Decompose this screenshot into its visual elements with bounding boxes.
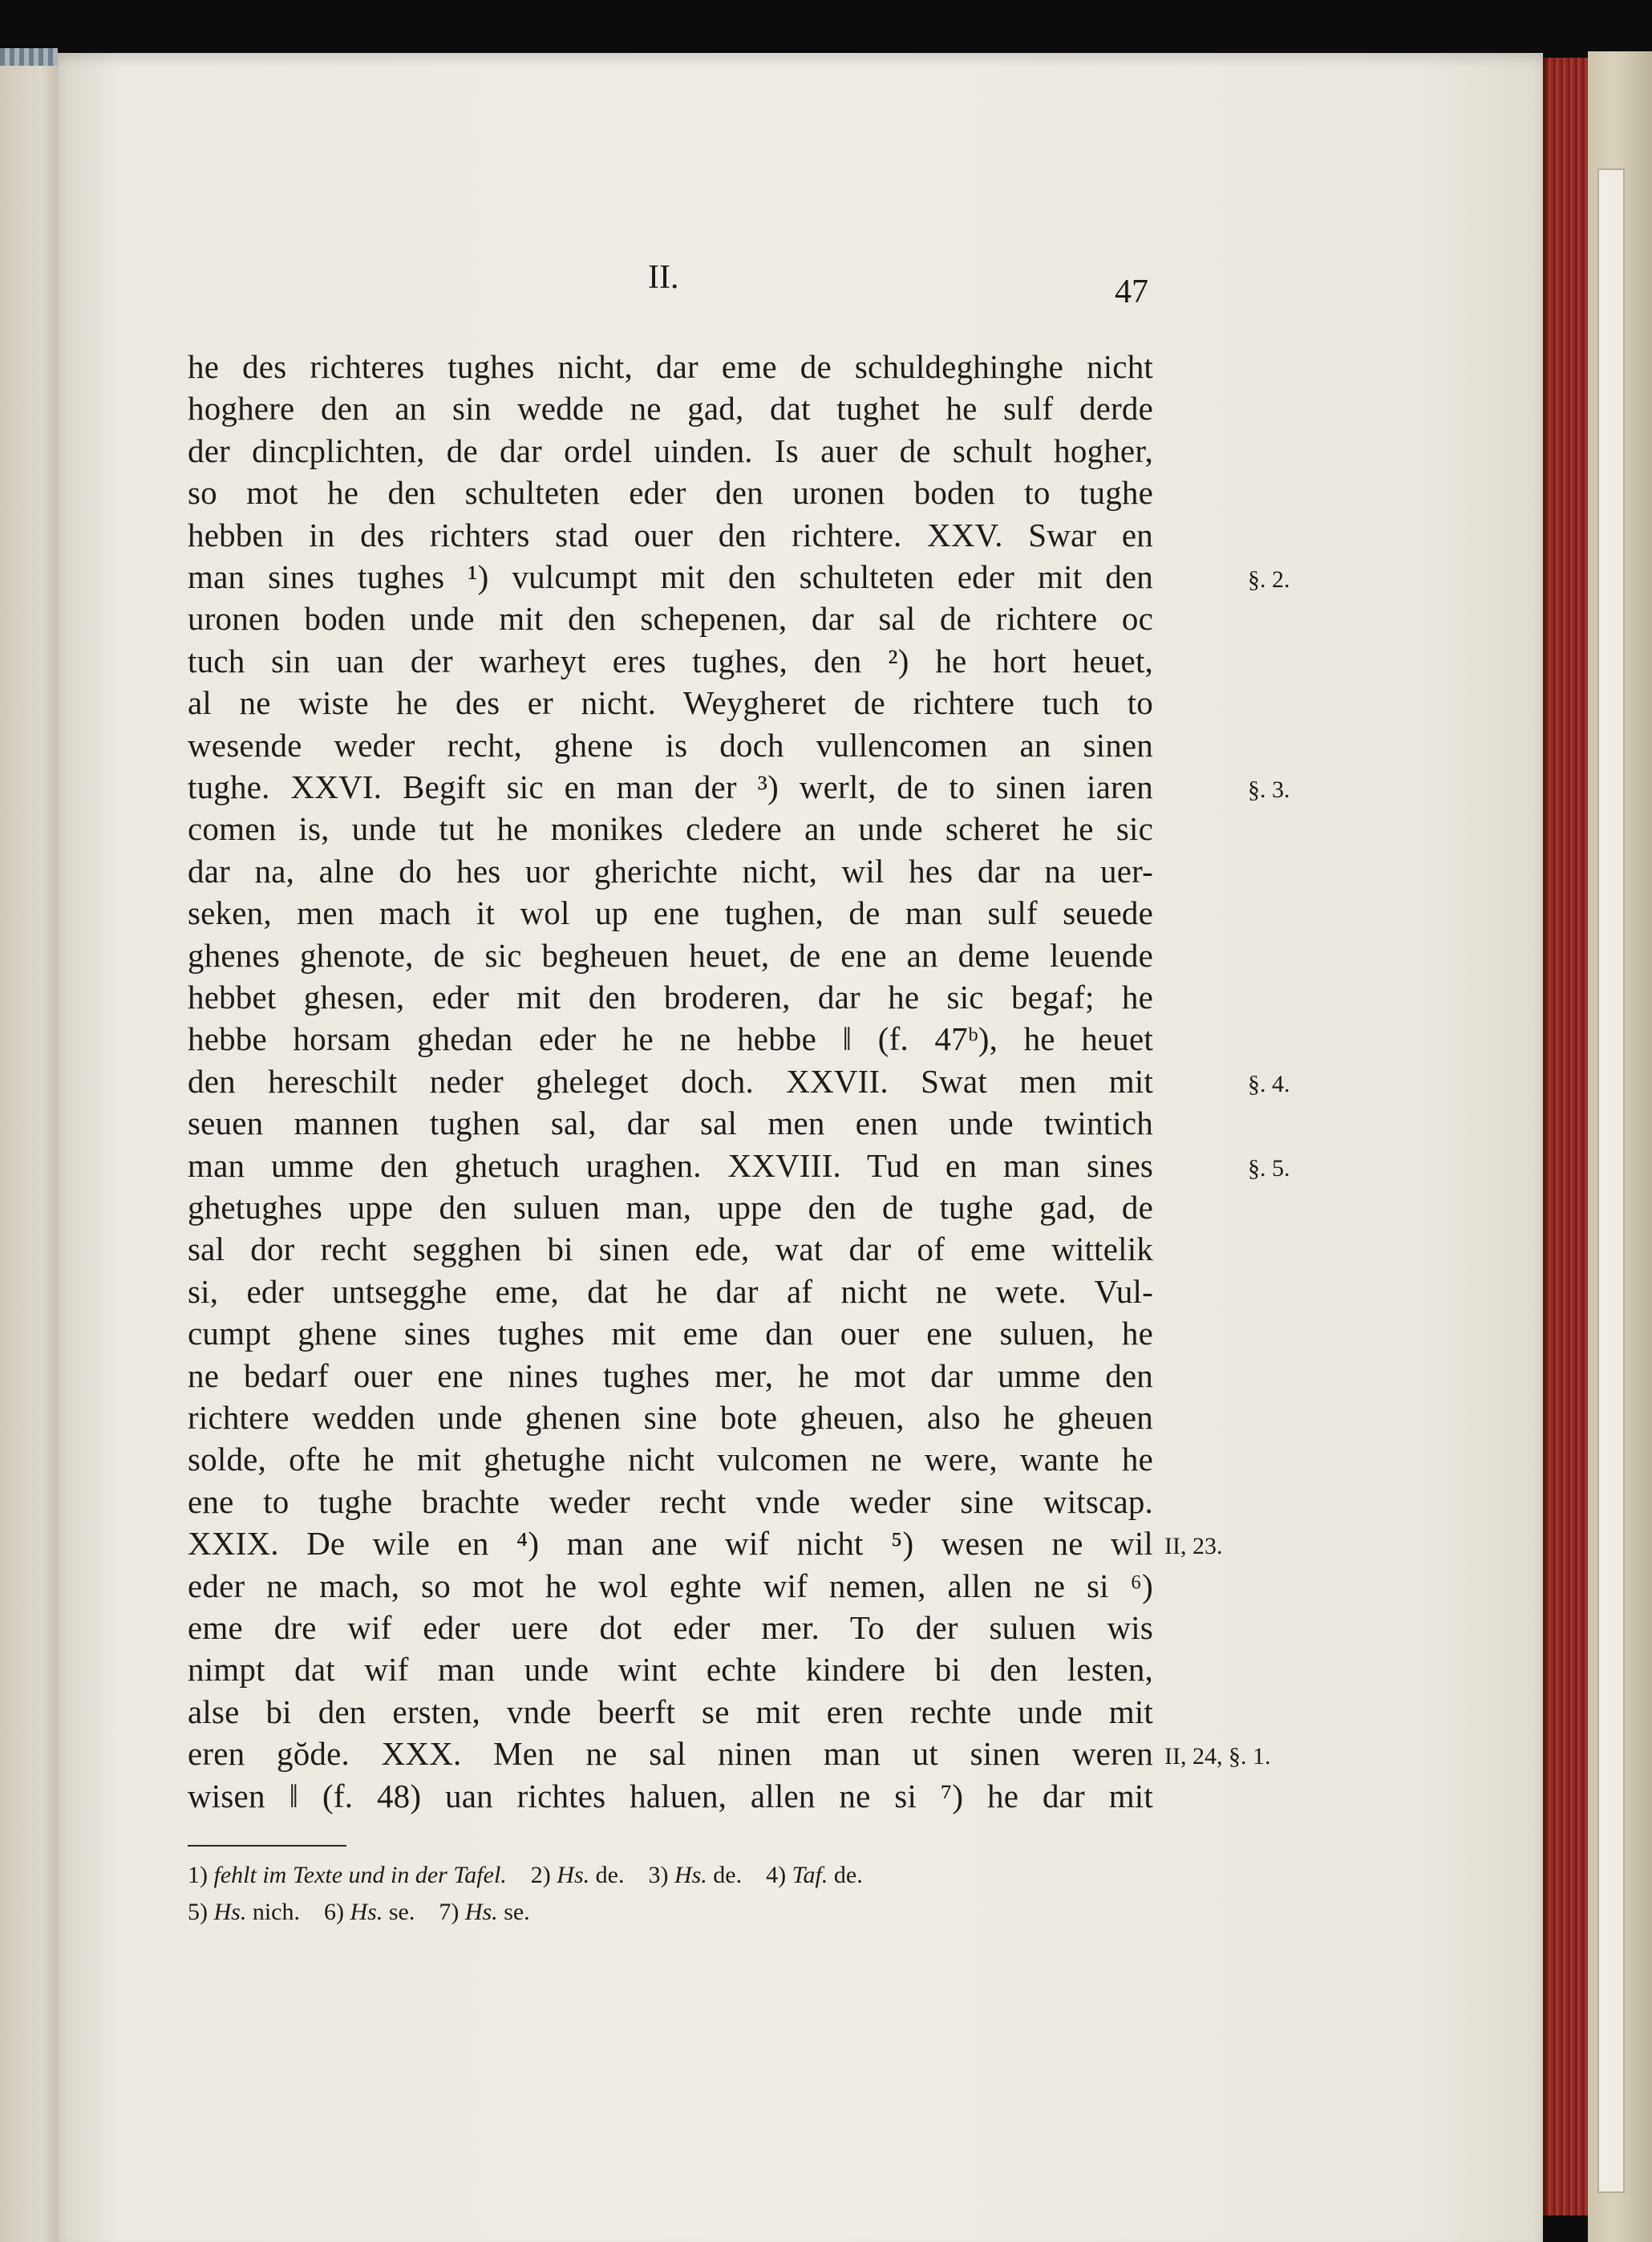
- footnote-abbrev: Hs.: [350, 1899, 383, 1925]
- text-line: hebben in des richters stad ouer den richtere. XXV. Swar en: [188, 516, 1153, 553]
- text-line: hebbe horsam ghedan eder he ne hebbe ‖ (f. 47ᵇ), he heuet: [188, 1020, 1153, 1058]
- margin-note: §. 5.: [1248, 1154, 1290, 1182]
- inserted-slip: [1597, 168, 1625, 2193]
- footnote-line-1: [188, 1859, 1153, 1891]
- footnote-text: se.: [388, 1899, 415, 1925]
- text-line: man umme den ghetuch uraghen. XXVIII. Tud en man sines: [188, 1146, 1153, 1184]
- text-line: comen is, unde tut he monikes cledere an unde scheret he sic: [188, 810, 1153, 848]
- red-page-edges: [1543, 58, 1591, 2216]
- footnote-text: de.: [595, 1862, 625, 1888]
- text-line: eder ne mach, so mot he wol eghte wif nemen, allen ne si ⁶): [188, 1567, 1153, 1604]
- footnote-marker: 1): [188, 1862, 208, 1888]
- text-line: ne bedarf ouer ene nines tughes mer, he mot dar umme den: [188, 1356, 1153, 1394]
- text-line: tughe. XXVI. Begift sic en man der ³) werlt, de to sinen iaren: [188, 768, 1153, 805]
- margin-note: §. 2.: [1248, 566, 1290, 593]
- margin-note: §. 4.: [1248, 1070, 1290, 1097]
- text-line: si, eder untsegghe eme, dat he dar af nicht ne wete. Vul-: [188, 1272, 1153, 1310]
- text-line: eme dre wif eder uere dot eder mer. To der suluen wis: [188, 1609, 1153, 1646]
- text-line: XXIX. De wile en ⁴) man ane wif nicht ⁵) wesen ne wil: [188, 1525, 1153, 1563]
- footnote-text: de.: [713, 1862, 743, 1888]
- footnote-abbrev: Hs.: [557, 1862, 590, 1888]
- text-line: den hereschilt neder gheleget doch. XXVII. Swat men mit: [188, 1062, 1153, 1100]
- text-line: sal dor recht segghen bi sinen ede, wat dar of eme wittelik: [188, 1230, 1153, 1268]
- facing-page-edge: [0, 48, 58, 2242]
- text-line: ene to tughe brachte weder recht vnde weder sine witscap.: [188, 1482, 1153, 1520]
- text-line: der dincplichten, de dar ordel uinden. Is auer de schult hogher,: [188, 432, 1153, 469]
- text-line: so mot he den schulteten eder den uronen boden to tughe: [188, 474, 1153, 512]
- text-line: eren gŏde. XXX. Men ne sal ninen man ut sinen weren: [188, 1735, 1153, 1773]
- footnote-marker: 4): [766, 1862, 787, 1888]
- margin-note: II, 23.: [1164, 1533, 1223, 1560]
- footnote-text: de.: [833, 1862, 863, 1888]
- footnote-rule: [188, 1845, 346, 1847]
- footnote-marker: 3): [648, 1862, 669, 1888]
- footnote-line-2: [188, 1896, 1153, 1928]
- text-line: seuen mannen tughen sal, dar sal men enen unde twintich: [188, 1105, 1153, 1142]
- text-line: wesende weder recht, ghene is doch vullencomen an sinen: [188, 726, 1153, 764]
- text-line: tuch sin uan der warheyt eres tughes, den ²) he hort heuet,: [188, 642, 1153, 679]
- text-line: alse bi den ersten, vnde beerft se mit eren rechte unde mit: [188, 1693, 1153, 1730]
- text-line: ghenes ghenote, de sic begheuen heuet, de ene an deme leuende: [188, 936, 1153, 974]
- footnote-text: fehlt im Texte und in der Tafel.: [213, 1862, 507, 1888]
- text-line: hebbet ghesen, eder mit den broderen, dar he sic begaf; he: [188, 979, 1153, 1016]
- text-line: seken, men mach it wol up ene tughen, de man sulf seuede: [188, 894, 1153, 932]
- chapter-heading: II.: [648, 259, 679, 296]
- footnote-abbrev: Taf.: [792, 1862, 828, 1888]
- text-line: nimpt dat wif man unde wint echte kindere bi den lesten,: [188, 1651, 1153, 1689]
- text-line: uronen boden unde mit den schepenen, dar sal de richtere oc: [188, 600, 1153, 638]
- text-line: cumpt ghene sines tughes mit eme dan ouer ene suluen, he: [188, 1315, 1153, 1352]
- footnote-marker: 6): [324, 1899, 344, 1925]
- text-line: ghetughes uppe den suluen man, uppe den de tughe gad, de: [188, 1189, 1153, 1226]
- footnote-marker: 5): [188, 1899, 208, 1925]
- text-line: richtere wedden unde ghenen sine bote gheuen, also he gheuen: [188, 1399, 1153, 1436]
- margin-note: II, 24, §. 1.: [1164, 1743, 1271, 1770]
- text-line: dar na, alne do hes uor gherichte nicht, wil hes dar na uer-: [188, 852, 1153, 890]
- text-line: solde, ofte he mit ghetughe nicht vulcomen ne were, wante he: [188, 1441, 1153, 1478]
- footnote-marker: 2): [530, 1862, 551, 1888]
- footnote-abbrev: Hs.: [213, 1899, 247, 1925]
- footnote-marker: 7): [439, 1899, 460, 1925]
- text-line: hoghere den an sin wedde ne gad, dat tughet he sulf derde: [188, 390, 1153, 428]
- text-line: man sines tughes ¹) vulcumpt mit den schulteten eder mit den: [188, 558, 1153, 595]
- text-line: wisen ‖ (f. 48) uan richtes haluen, allen ne si ⁷) he dar mit: [188, 1777, 1153, 1814]
- footnote-text: se.: [504, 1899, 530, 1925]
- footnote-text: nich.: [252, 1899, 300, 1925]
- text-line: he des richteres tughes nicht, dar eme de schuldeghinghe nicht: [188, 348, 1153, 385]
- text-line: al ne wiste he des er nicht. Weygheret de richtere tuch to: [188, 684, 1153, 722]
- binding-stitch: [0, 48, 58, 66]
- page-number: 47: [1115, 274, 1148, 310]
- footnote-abbrev: Hs.: [464, 1899, 498, 1925]
- margin-note: §. 3.: [1248, 776, 1290, 803]
- footnote-abbrev: Hs.: [674, 1862, 707, 1888]
